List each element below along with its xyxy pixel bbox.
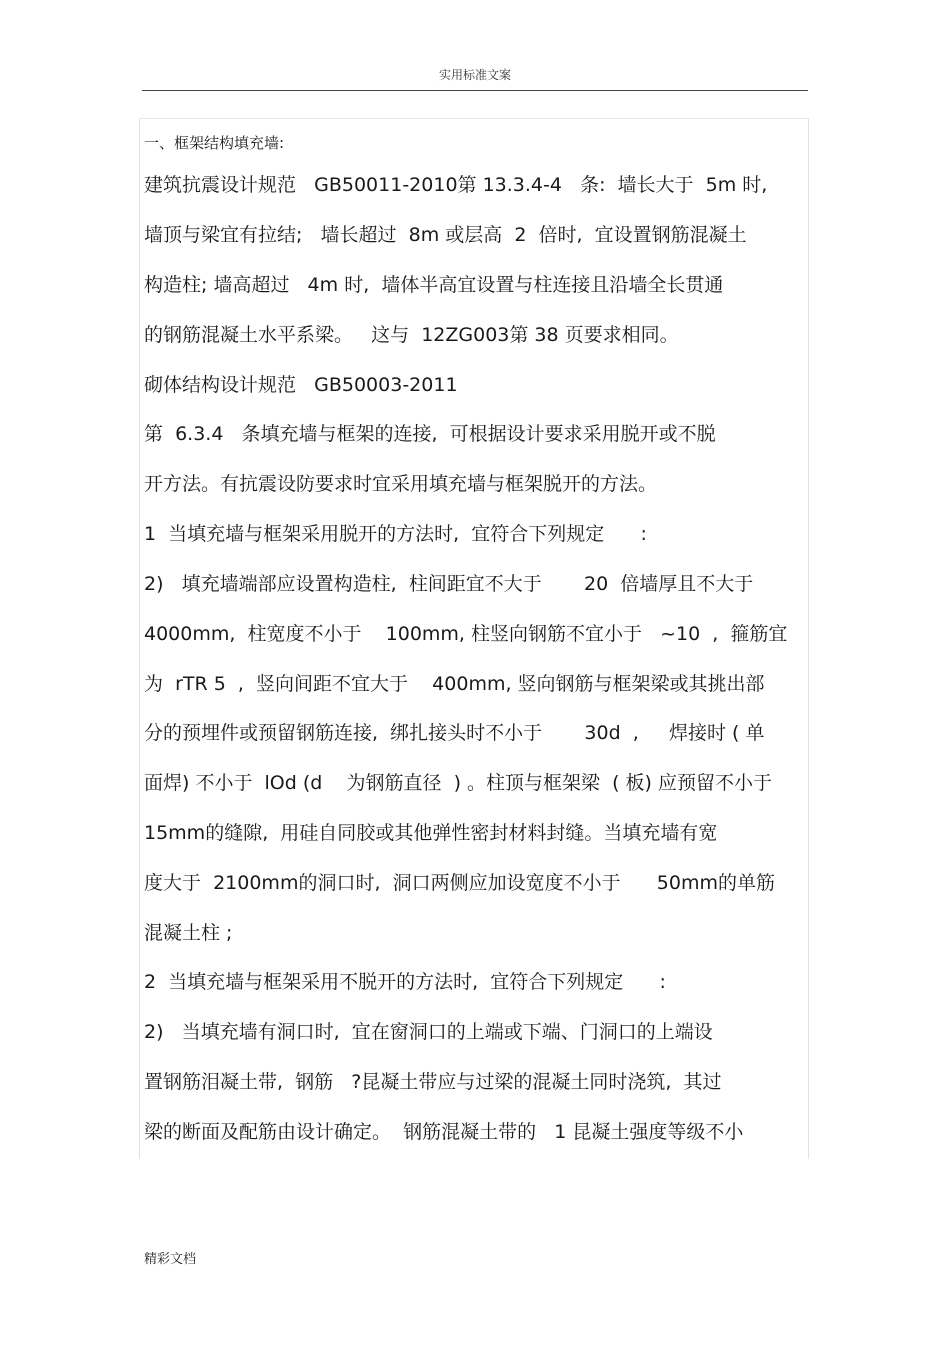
text-line-19: 置钢筋泪凝土带, 钢筋 ?昆凝土带应与过梁的混凝土同时浇筑, 其过	[144, 1071, 722, 1093]
text-line-4: 的钢筋混凝土水平系梁。 这与 12ZG003第 38 页要求相同。	[144, 324, 679, 346]
text-line-1: 建筑抗震设计规范 GB50011-2010第 13.3.4-4 条: 墙长大于 5m 时,	[144, 174, 768, 196]
text-line-13: 面焊) 不小于 lOd (d 为钢筋直径 ) 。柱顶与框架梁 ( 板) 应预留不小于	[144, 772, 773, 794]
text-line-3: 构造柱; 墙高超过 4m 时, 墙体半高宜设置与柱连接且沿墙全长贯通	[144, 274, 724, 296]
page-header: 实用标准文案	[438, 68, 511, 82]
section-heading: 一、框架结构填充墙:	[144, 134, 285, 152]
text-line-5: 砌体结构设计规范 GB50003-2011	[144, 374, 458, 396]
text-line-10: 4000mm, 柱宽度不小于 100mm, 柱竖向钢筋不宜小于 ~10 , 箍筋宜	[144, 623, 788, 645]
text-line-17: 2 当填充墙与框架采用不脱开的方法时, 宜符合下列规定 :	[144, 971, 666, 993]
header-rule	[142, 90, 808, 91]
text-line-12: 分的预埋件或预留钢筋连接, 绑扎接头时不小于 30d , 焊接时 ( 单	[144, 722, 765, 744]
page-footer: 精彩文档	[144, 1252, 197, 1267]
text-line-7: 开方法。有抗震设防要求时宜采用填充墙与框架脱开的方法。	[144, 473, 658, 495]
text-line-16: 混凝土柱 ;	[144, 922, 233, 944]
text-line-8: 1 当填充墙与框架采用脱开的方法时, 宜符合下列规定 :	[144, 523, 647, 545]
text-line-6: 第 6.3.4 条填充墙与框架的连接, 可根据设计要求采用脱开或不脱	[144, 423, 716, 445]
text-line-20: 梁的断面及配筋由设计确定。 钢筋混凝土带的 1 昆凝土强度等级不小	[144, 1121, 744, 1143]
text-line-11: 为 rTR 5 , 竖向间距不宜大于 400mm, 竖向钢筋与框架梁或其挑出部	[144, 673, 765, 695]
text-line-14: 15mm的缝隙, 用硅自同胶或其他弹性密封材料封缝。当填充墙有宽	[144, 822, 718, 844]
text-line-9: 2) 填充墙端部应设置构造柱, 柱间距宜不大于 20 倍墙厚且不大于	[144, 573, 754, 595]
text-line-15: 度大于 2100mm的洞口时, 洞口两侧应加设宽度不小于 50mm的单筋	[144, 872, 775, 894]
text-line-18: 2) 当填充墙有洞口时, 宜在窗洞口的上端或下端、门洞口的上端设	[144, 1021, 713, 1043]
text-line-2: 墙顶与梁宜有拉结; 墙长超过 8m 或层高 2 倍时, 宜设置钢筋混凝土	[144, 224, 747, 246]
